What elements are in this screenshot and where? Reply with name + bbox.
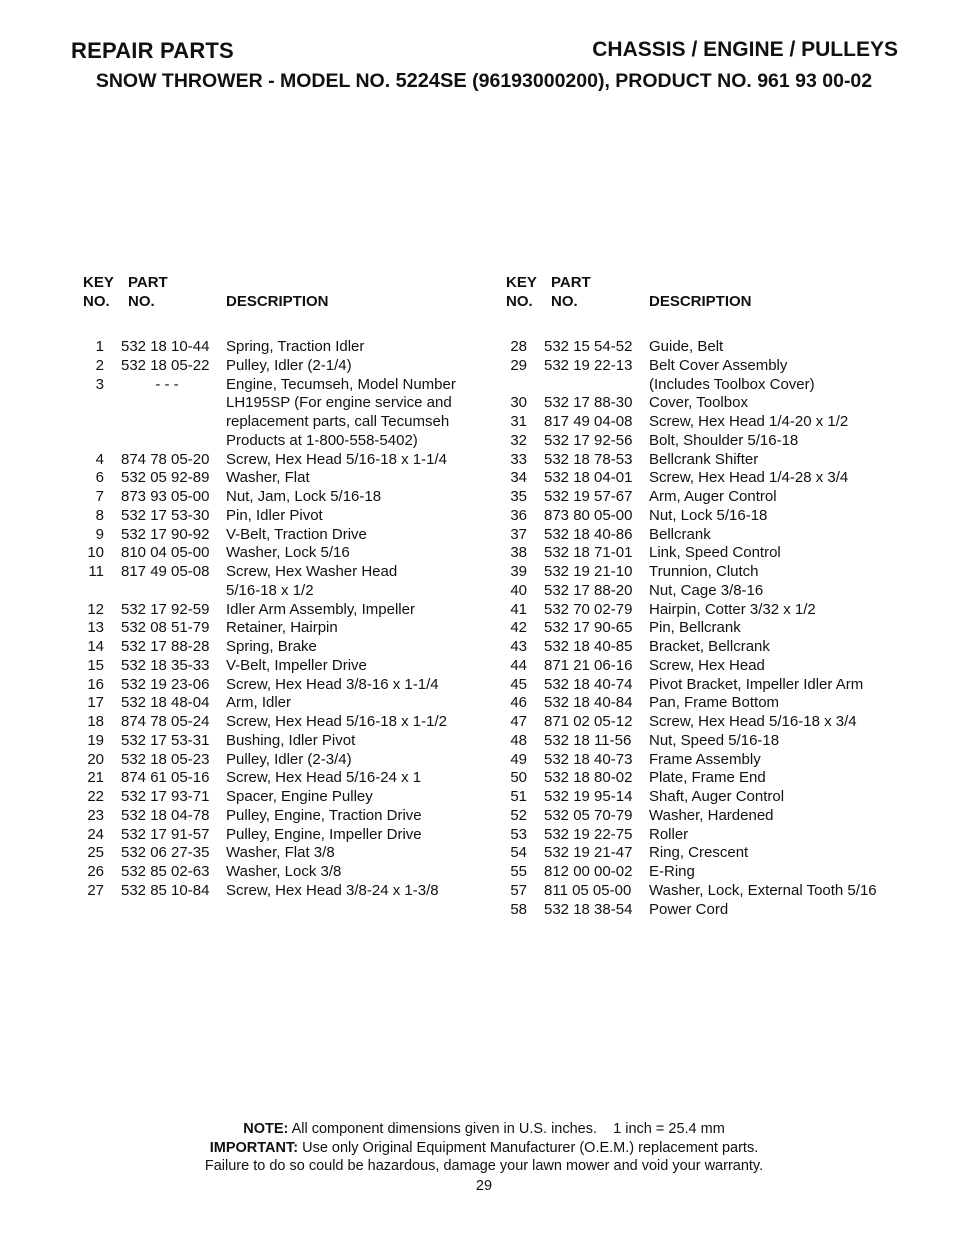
important-text: Use only Original Equipment Manufacturer (O.E.M.) replacement parts. [302,1139,759,1156]
key-number: 17 [87,694,104,712]
part-number: 532 18 40-84 [544,694,633,712]
part-number: 532 18 04-01 [544,469,633,487]
key-number: 47 [510,713,527,730]
part-description: Idler Arm Assembly, Impeller [226,600,415,618]
part-number: 532 18 35-33 [121,656,210,674]
key-number: 37 [510,525,527,543]
key-number: 4 [95,450,104,468]
part-description: Pulley, Engine, Impeller Drive [226,825,422,843]
part-number: 532 18 40-74 [544,675,633,693]
key-number: 50 [510,769,527,787]
part-description: LH195SP (For engine service and [226,394,452,412]
key-number: 19 [87,731,104,749]
key-number: 40 [510,581,527,599]
part-description: Screw, Hex Head [649,656,765,674]
part-description: Link, Speed Control [649,544,781,562]
part-number: 532 17 88-30 [544,394,633,412]
part-number: 532 17 88-20 [544,581,633,599]
part-number: 874 61 05-16 [121,769,210,787]
part-number: 874 78 05-24 [121,713,210,730]
key-number: 35 [510,488,527,505]
part-number: 532 19 21-10 [544,563,633,580]
part-description: Arm, Auger Control [649,488,777,505]
key-number: 39 [510,563,527,580]
key-number: 7 [95,488,104,505]
part-description: Nut, Lock 5/16-18 [649,506,768,524]
key-number: 28 [510,338,527,355]
conversion-text: 1 inch = 25.4 mm [613,1121,725,1137]
part-description: Engine, Tecumseh, Model Number [226,375,456,393]
key-number: 51 [510,788,527,805]
key-number: 52 [510,806,527,824]
part-description: Bolt, Shoulder 5/16-18 [649,431,799,449]
part-description: Screw, Hex Head 5/16-18 x 1-1/4 [226,450,447,468]
part-description: Washer, Lock 5/16 [226,544,350,562]
part-description: Washer, Lock, External Tooth 5/16 [649,881,877,899]
part-header-line2: NO. [551,293,578,310]
part-number: 532 05 92-89 [121,469,210,487]
key-number: 48 [510,731,527,749]
key-number: 49 [510,750,527,768]
key-number: 58 [510,900,527,918]
key-number: 31 [510,413,527,430]
part-description: Nut, Cage 3/8-16 [649,581,764,599]
part-header-line1: PART [551,274,591,291]
part-number: 532 17 90-65 [544,619,633,637]
part-description: Screw, Hex Head 5/16-18 x 3/4 [649,713,857,730]
part-description: Bellcrank Shifter [649,450,759,468]
part-description: Shaft, Auger Control [649,788,785,805]
page-subtitle [0,70,954,93]
key-number: 9 [95,525,104,543]
subtitle-model: 5224SE [395,70,467,92]
page-header-left-title: REPAIR PARTS [71,38,234,63]
part-number: 532 18 11-56 [544,731,632,749]
part-description: Bellcrank [649,525,711,543]
part-description: Pulley, Engine, Traction Drive [226,806,422,824]
key-number: 15 [87,656,104,674]
key-number: 33 [510,450,527,468]
note-label: NOTE: [243,1121,289,1137]
part-number: 532 17 92-59 [121,600,210,618]
part-description: Bracket, Bellcrank [649,638,770,655]
part-number: 532 70 02-79 [544,600,633,618]
part-number: 817 49 04-08 [544,413,633,430]
part-description: Screw, Hex Head 1/4-28 x 3/4 [649,469,849,487]
part-number: 873 93 05-00 [121,488,210,505]
part-description: Screw, Hex Head 3/8-24 x 1-3/8 [226,881,439,899]
part-number: 532 18 38-54 [544,900,633,918]
part-description: Guide, Belt [649,338,724,355]
part-number: 532 05 70-79 [544,806,633,824]
part-description: Hairpin, Cotter 3/32 x 1/2 [649,600,816,618]
part-description: Screw, Hex Head 5/16-24 x 1 [226,769,422,787]
page-header-right-title: CHASSIS / ENGINE / PULLEYS [592,38,898,61]
part-number: 532 17 88-28 [121,638,210,655]
part-description: V-Belt, Traction Drive [226,525,367,543]
part-number: - - - [155,375,179,393]
part-description: Pin, Idler Pivot [226,506,323,524]
part-description: Washer, Flat 3/8 [226,844,335,862]
part-number: 871 21 06-16 [544,656,633,674]
key-number: 3 [95,375,104,393]
key-number: 45 [510,675,527,693]
part-number: 532 85 02-63 [121,863,210,880]
part-description: Nut, Speed 5/16-18 [649,731,780,749]
part-description: 5/16-18 x 1/2 [226,581,314,599]
part-number: 811 05 05-00 [544,881,632,899]
part-description: Pulley, Idler (2-1/4) [226,356,352,374]
key-number: 32 [510,431,527,449]
part-description: E-Ring [649,863,695,880]
part-number: 532 17 90-92 [121,525,210,543]
warning-line: Failure to do so could be hazardous, damage your lawn mower and void your warranty. [204,1158,764,1174]
part-description: Nut, Jam, Lock 5/16-18 [226,488,382,505]
important-label: IMPORTANT: [209,1139,299,1156]
part-number: 871 02 05-12 [544,713,633,730]
key-number: 12 [87,600,104,618]
key-number: 38 [510,544,527,562]
part-number: 532 18 05-23 [121,750,210,768]
key-number: 29 [510,356,527,374]
key-number: 34 [510,469,527,487]
part-description: Products at 1-800-558-5402) [226,431,418,449]
part-description: Ring, Crescent [649,844,749,862]
key-number: 36 [510,506,527,524]
part-description: Washer, Lock 3/8 [226,863,342,880]
part-number: 532 18 78-53 [544,450,633,468]
part-number: 532 17 91-57 [121,825,210,843]
key-number: 55 [510,863,527,880]
part-number: 532 19 22-75 [544,825,633,843]
key-number: 20 [87,750,104,768]
part-number: 532 18 40-85 [544,638,633,655]
key-number: 44 [510,656,527,674]
key-number: 54 [510,844,527,862]
page-number: 29 [475,1178,493,1194]
key-number: 57 [510,881,527,899]
key-number: 2 [95,356,104,374]
part-description: V-Belt, Impeller Drive [226,656,367,674]
part-description: Retainer, Hairpin [226,619,338,637]
part-number: 532 15 54-52 [544,338,633,355]
key-number: 8 [95,506,104,524]
key-number: 18 [87,713,104,730]
key-number: 27 [87,881,104,899]
part-description: Spring, Traction Idler [226,338,365,355]
part-description: Spacer, Engine Pulley [226,788,373,805]
part-number: 874 78 05-20 [121,450,210,468]
key-number: 43 [510,638,527,655]
key-number: 26 [87,863,104,880]
part-number: 532 19 95-14 [544,788,633,805]
part-description: Bushing, Idler Pivot [226,731,356,749]
key-header-line2: NO. [83,293,110,310]
key-number: 14 [87,638,104,655]
key-number: 42 [510,619,527,637]
part-number: 810 04 05-00 [121,544,210,562]
part-description: Cover, Toolbox [649,394,748,412]
key-header-line1: KEY [506,274,537,291]
important-line [0,1139,954,1158]
key-number: 24 [87,825,104,843]
key-header-line1: KEY [83,274,114,291]
part-description: Belt Cover Assembly [649,356,788,374]
part-number: 532 17 93-71 [121,788,210,805]
footer-notes [0,1120,954,1176]
key-number: 21 [87,769,104,787]
key-number: 11 [88,563,104,580]
part-number: 532 18 71-01 [544,544,633,562]
part-number: 532 18 10-44 [121,338,210,355]
key-number: 23 [87,806,104,824]
part-number: 532 19 57-67 [544,488,633,505]
part-header-line1: PART [128,274,168,291]
key-number: 16 [87,675,104,693]
part-description: Power Cord [649,900,729,918]
key-number: 1 [95,338,104,355]
part-description: Screw, Hex Head 5/16-18 x 1-1/2 [226,713,447,730]
part-number: 532 18 04-78 [121,806,210,824]
part-description: Screw, Hex Washer Head [226,563,398,580]
part-description: Pan, Frame Bottom [649,694,780,712]
part-description: Trunnion, Clutch [649,563,759,580]
part-description: Frame Assembly [649,750,761,768]
part-number: 532 17 53-30 [121,506,210,524]
part-description: Screw, Hex Head 1/4-20 x 1/2 [649,413,849,430]
key-number: 53 [510,825,527,843]
key-number: 6 [95,469,104,487]
part-description: Washer, Hardened [649,806,774,824]
part-description: replacement parts, call Tecumseh [226,413,450,430]
part-number: 532 18 40-73 [544,750,633,768]
part-description: Arm, Idler [226,694,292,712]
subtitle-prefix: SNOW THROWER - MODEL NO. [95,70,391,92]
part-description: Roller [649,825,689,843]
part-number: 532 18 05-22 [121,356,210,374]
part-number: 532 17 92-56 [544,431,633,449]
key-number: 13 [87,619,104,637]
subtitle-suffix: (96193000200), PRODUCT NO. 961 93 00-02 [472,70,873,92]
part-description: (Includes Toolbox Cover) [649,375,815,393]
part-description: Pivot Bracket, Impeller Idler Arm [649,675,864,693]
key-number: 30 [510,394,527,412]
part-number: 532 17 53-31 [121,731,210,749]
part-number: 532 18 40-86 [544,525,633,543]
part-description: Pin, Bellcrank [649,619,741,637]
part-number: 812 00 00-02 [544,863,633,880]
key-number: 46 [510,694,527,712]
description-header: DESCRIPTION [226,293,329,310]
key-number: 10 [87,544,104,562]
key-header-line2: NO. [506,293,533,310]
part-description: Spring, Brake [226,638,317,655]
description-header: DESCRIPTION [649,293,752,310]
part-description: Screw, Hex Head 3/8-16 x 1-1/4 [226,675,439,693]
part-number: 532 19 23-06 [121,675,210,693]
part-number: 532 06 27-35 [121,844,210,862]
part-description: Washer, Flat [226,469,310,487]
note-line [0,1120,954,1139]
part-number: 532 85 10-84 [121,881,210,899]
part-number: 532 18 48-04 [121,694,210,712]
key-number: 41 [510,600,527,618]
part-number: 817 49 05-08 [121,563,210,580]
part-number: 873 80 05-00 [544,506,633,524]
part-number: 532 19 21-47 [544,844,633,862]
key-number: 22 [87,788,104,805]
part-number: 532 08 51-79 [121,619,210,637]
part-header-line2: NO. [128,293,155,310]
key-number: 25 [87,844,104,862]
note-text: All component dimensions given in U.S. inches. [291,1121,598,1137]
part-description: Plate, Frame End [649,769,766,787]
part-description: Pulley, Idler (2-3/4) [226,750,352,768]
part-number: 532 18 80-02 [544,769,633,787]
part-number: 532 19 22-13 [544,356,633,374]
